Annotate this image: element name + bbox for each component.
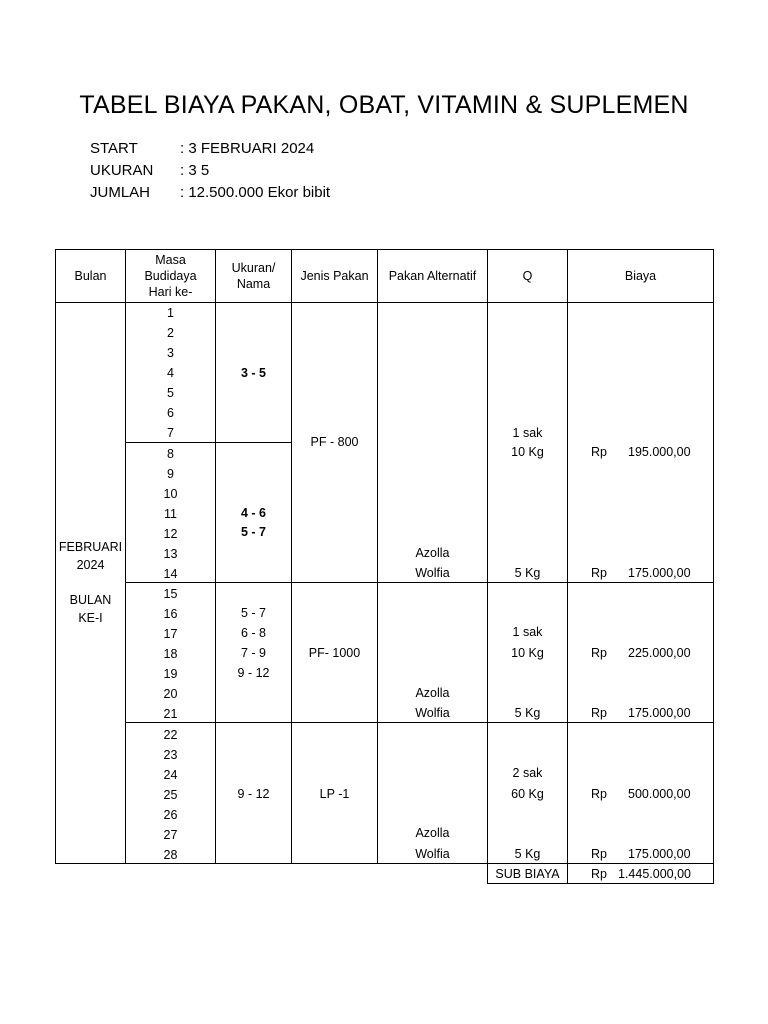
day-cell: 27 [163, 827, 178, 842]
alternatif-azolla: Azolla [415, 546, 450, 560]
header-biaya [568, 250, 713, 302]
header-jenis-label: Jenis Pakan [300, 269, 369, 283]
day-cell: 3 [167, 346, 174, 361]
alt-biaya-value: 175.000,00 [628, 566, 691, 580]
biaya-value: 195.000,00 [628, 445, 691, 459]
day-cell: 14 [163, 566, 178, 581]
ukuran-group3c: 7 - 9 [240, 646, 266, 660]
day-cell: 26 [163, 807, 178, 822]
ukuran-group1: 3 - 5 [240, 366, 266, 380]
header-q-label: Q [522, 269, 533, 283]
jenis-pakan-section2: PF- 1000 [308, 646, 361, 660]
ukuran-group3d: 9 - 12 [237, 666, 270, 680]
alt-biaya-rp: Rp [591, 706, 607, 720]
header-biaya-label: Biaya [624, 269, 657, 283]
day-cell: 12 [163, 526, 178, 541]
jenis-pakan-section1: PF - 800 [310, 435, 359, 449]
header-ukuran [216, 250, 291, 302]
q-qty: 1 sak [512, 625, 543, 639]
alt-biaya-rp: Rp [591, 566, 607, 580]
day-cell: 9 [167, 466, 174, 481]
header-ukuran-line1: Ukuran/ [231, 261, 276, 275]
alternatif-azolla: Azolla [415, 826, 450, 840]
page-title: TABEL BIAYA PAKAN, OBAT, VITAMIN & SUPLEMEN [79, 91, 689, 119]
header-pakan-alternatif [378, 250, 487, 302]
subtotal-value: 1.445.000,00 [618, 867, 691, 881]
day-cell: 24 [163, 767, 178, 782]
ukuran-group4: 9 - 12 [237, 787, 270, 801]
day-cell: 21 [163, 707, 178, 722]
day-cell: 18 [163, 647, 178, 662]
header-masa-line3: Hari ke- [148, 285, 193, 299]
day-cell: 17 [163, 627, 178, 642]
table-border-right [713, 249, 714, 884]
ukuran-label: UKURAN [90, 162, 154, 179]
day-cell: 22 [163, 727, 178, 742]
col-divider [291, 249, 292, 864]
jenis-pakan-section3: LP -1 [319, 787, 350, 801]
col-divider [567, 249, 568, 884]
header-masa-line2: Budidaya [144, 269, 197, 283]
alternatif-wolfia: Wolfia [415, 847, 450, 861]
header-alternatif-label: Pakan Alternatif [388, 269, 477, 283]
biaya-value: 225.000,00 [628, 646, 691, 660]
biaya-rp: Rp [591, 646, 607, 660]
header-jenis-pakan [292, 250, 377, 302]
alternatif-azolla: Azolla [415, 686, 450, 700]
day-cell: 4 [167, 366, 174, 381]
start-value: : 3 FEBRUARI 2024 [180, 140, 315, 157]
day-cell: 20 [163, 687, 178, 702]
header-masa-line1: Masa [155, 253, 186, 267]
day-cell: 1 [167, 306, 174, 320]
bulan-line3: BULAN [69, 593, 112, 607]
q-kg: 10 Kg [511, 646, 544, 660]
bulan-line1: FEBRUARI [58, 540, 123, 554]
day-cell: 10 [163, 486, 178, 501]
biaya-rp: Rp [591, 445, 607, 459]
jumlah-value: : 12.500.000 Ekor bibit [180, 184, 331, 201]
day-cell: 7 [167, 426, 174, 441]
alternatif-wolfia: Wolfia [415, 566, 450, 580]
jumlah-label: JUMLAH [90, 184, 151, 201]
start-label: START [90, 140, 138, 157]
q-qty: 1 sak [512, 426, 543, 440]
day-cell: 19 [163, 667, 178, 682]
bulan-line2: 2024 [76, 558, 105, 572]
ukuran-group2b: 5 - 7 [240, 525, 266, 539]
day-cell: 13 [163, 546, 178, 561]
alt-biaya-value: 175.000,00 [628, 847, 691, 861]
day-cell: 25 [163, 787, 178, 802]
alt-biaya-rp: Rp [591, 847, 607, 861]
alt-biaya-value: 175.000,00 [628, 706, 691, 720]
alt-q: 5 Kg [514, 847, 541, 861]
header-ukuran-line2: Nama [236, 277, 271, 291]
day-cell: 15 [163, 587, 178, 601]
header-bulan-label: Bulan [74, 269, 107, 283]
day-cell: 28 [163, 847, 178, 862]
bulan-line4: KE-I [78, 611, 103, 625]
day-cell: 23 [163, 747, 178, 762]
ukuran-value: : 3 5 [180, 162, 210, 179]
day-cell: 6 [167, 406, 174, 421]
biaya-value: 500.000,00 [628, 787, 691, 801]
q-kg: 60 Kg [511, 787, 544, 801]
ukuran-group3b: 6 - 8 [240, 626, 266, 640]
day-cell: 8 [167, 446, 174, 461]
q-qty: 2 sak [512, 766, 543, 780]
ukuran-group3a: 5 - 7 [240, 606, 266, 620]
header-masa-budidaya [126, 250, 215, 302]
subtotal-rp: Rp [591, 867, 607, 881]
day-cell: 5 [167, 386, 174, 401]
biaya-rp: Rp [591, 787, 607, 801]
ukuran-group2a: 4 - 6 [240, 506, 266, 520]
day-cell: 16 [163, 607, 178, 621]
alt-q: 5 Kg [514, 706, 541, 720]
header-q [488, 250, 567, 302]
alt-q: 5 Kg [514, 566, 541, 580]
day-cell: 2 [167, 326, 174, 341]
q-kg: 10 Kg [511, 445, 544, 459]
header-bulan [56, 250, 125, 302]
alternatif-wolfia: Wolfia [415, 706, 450, 720]
col-divider [215, 249, 216, 864]
subtotal-label: SUB BIAYA [495, 867, 560, 881]
day-cell: 11 [164, 506, 177, 521]
